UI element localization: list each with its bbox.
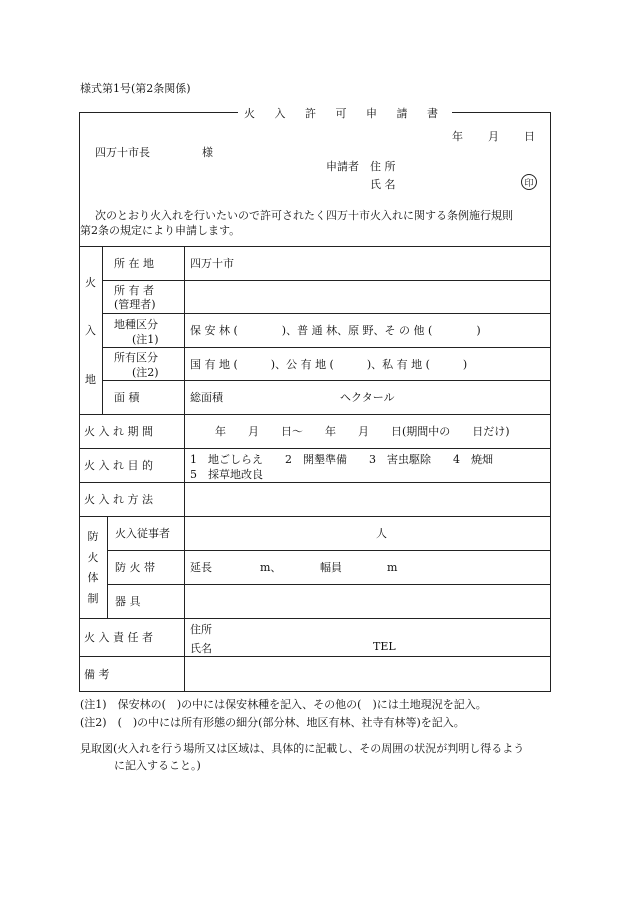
responsible-label: 火 入 責 任 者 (84, 631, 153, 644)
form-title-wrap (238, 105, 452, 121)
firebreak-width: 幅員 (320, 561, 342, 574)
defense-group-char: 制 (87, 591, 99, 605)
location-value: 四万十市 (190, 257, 234, 270)
firebreak-width-unit: m (387, 560, 398, 574)
area-unit: ヘクタール (340, 391, 395, 404)
defense-group-char: 火 (87, 550, 99, 564)
period-label: 火 入 れ 期 間 (84, 425, 153, 438)
area-prefix: 総面積 (190, 391, 223, 404)
applicant-label: 申請者 (326, 160, 359, 173)
responsible-address: 住所 (190, 623, 212, 636)
responsible-tel: TEL (373, 640, 396, 653)
map-note-line-2: に記入すること。) (114, 759, 201, 772)
col-line (107, 516, 108, 618)
seal-mark-icon: 印 (521, 174, 537, 190)
owner-label-1: 所 有 者 (114, 284, 154, 297)
equipment-label: 器 具 (115, 595, 141, 608)
honorific: 様 (202, 146, 213, 159)
category-value: 保 安 林 ( )、普 通 林、原 野、そ の 他 ( ) (190, 324, 481, 337)
defense-group-char: 体 (87, 571, 99, 585)
period-value: 年 月 日〜 年 月 日(期間中の 日だけ) (215, 425, 510, 438)
name-label: 氏 名 (370, 178, 396, 191)
note-2: (注2) ( )の中には所有形態の細分(部分林、地区有林、社寺有林等)を記入。 (80, 716, 465, 729)
firebreak-length-unit: m、 (260, 561, 282, 574)
land-group-char: 入 (85, 324, 96, 338)
defense-group-label (79, 526, 107, 608)
form-number: 様式第1号(第2条関係) (80, 82, 191, 95)
addressee: 四万十市長 (95, 146, 150, 159)
land-group-char: 地 (85, 372, 96, 386)
date-month: 月 (488, 130, 499, 143)
area-label: 面 積 (114, 391, 140, 404)
intro-line-1: 次のとおり火入れを行いたいので許可されたく四万十市火入れに関する条例施行規則 (95, 209, 513, 222)
category-label-2: (注1) (132, 333, 159, 346)
ownership-label-1: 所有区分 (114, 351, 158, 364)
firebreak-label: 防 火 帯 (115, 561, 155, 574)
firebreak-length: 延長 (190, 561, 212, 574)
owner-label-2: (管理者) (114, 298, 156, 311)
land-group-label (79, 258, 102, 403)
location-label: 所 在 地 (114, 257, 154, 270)
purpose-label: 火 入 れ 目 的 (84, 459, 153, 472)
ownership-label-2: (注2) (132, 366, 159, 379)
form-title: 火 入 許 可 申 請 書 (244, 107, 446, 120)
method-label: 火 入 れ 方 法 (84, 493, 153, 506)
map-note-line-1: 見取図(火入れを行う場所又は区域は、具体的に記載し、その周囲の状況が判明し得るよう (80, 742, 525, 755)
purpose-line-1: 1 地ごしらえ 2 開墾準備 3 害虫駆除 4 焼畑 (190, 453, 493, 466)
ownership-value: 国 有 地 ( )、公 有 地 ( )、私 有 地 ( ) (190, 357, 468, 371)
col-line (102, 246, 103, 414)
remarks-label: 備 考 (84, 668, 110, 681)
workers-label: 火入従事者 (115, 527, 170, 540)
date-day: 日 (524, 130, 535, 143)
land-group-char: 火 (85, 276, 96, 290)
col-line (184, 246, 185, 692)
row-line (102, 280, 551, 281)
responsible-name: 氏名 (190, 642, 212, 655)
note-1: (注1) 保安林の( )の中には保安林種を記入、その他の( )には土地現況を記入。 (80, 698, 487, 711)
intro-line-2: 第2条の規定により申請します。 (80, 224, 241, 237)
workers-unit: 人 (376, 527, 387, 540)
category-label-1: 地種区分 (114, 318, 158, 331)
purpose-line-2: 5 採草地改良 (190, 468, 263, 481)
defense-group-char: 防 (87, 530, 99, 544)
address-label: 住 所 (370, 160, 396, 173)
date-year: 年 (452, 130, 463, 143)
